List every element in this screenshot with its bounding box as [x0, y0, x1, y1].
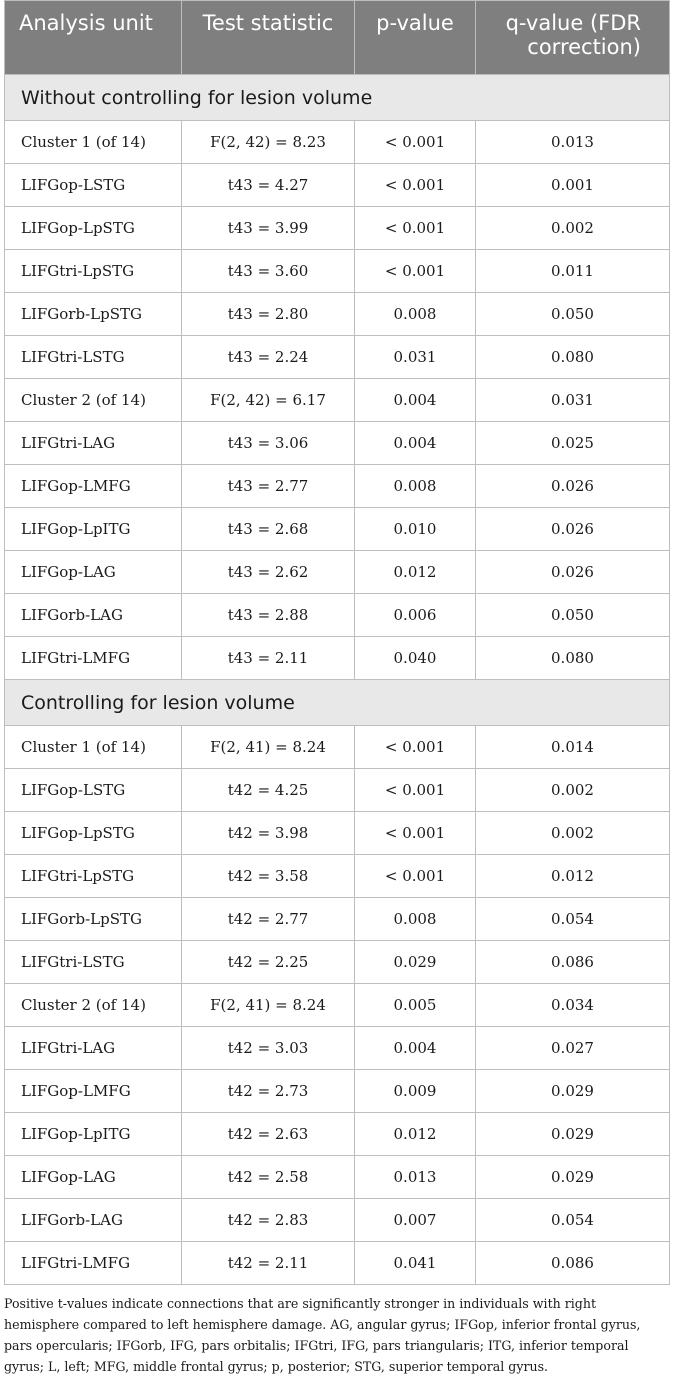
cell-q-value: 0.002 — [476, 812, 670, 855]
cell-analysis-unit: LIFGtri-LAG — [5, 1027, 182, 1070]
table-row — [5, 250, 670, 293]
cell-q-value: 0.011 — [476, 250, 670, 293]
cell-test-statistic: t42 = 3.03 — [182, 1027, 355, 1070]
cell-q-value: 0.026 — [476, 465, 670, 508]
cell-analysis-unit: Cluster 1 (of 14) — [5, 121, 182, 164]
section-row — [5, 75, 670, 121]
cell-analysis-unit: LIFGtri-LpSTG — [5, 250, 182, 293]
table-row — [5, 207, 670, 250]
cell-test-statistic: t42 = 3.98 — [182, 812, 355, 855]
table-row — [5, 1113, 670, 1156]
cell-test-statistic: t43 = 2.24 — [182, 336, 355, 379]
results-table — [4, 0, 670, 1285]
table-row — [5, 1070, 670, 1113]
table-row — [5, 121, 670, 164]
cell-p-value: 0.004 — [355, 1027, 476, 1070]
cell-q-value: 0.029 — [476, 1070, 670, 1113]
cell-test-statistic: t42 = 2.83 — [182, 1199, 355, 1242]
cell-test-statistic: t42 = 3.58 — [182, 855, 355, 898]
table-row — [5, 422, 670, 465]
table-row — [5, 726, 670, 769]
section-row — [5, 680, 670, 726]
cell-q-value: 0.080 — [476, 637, 670, 680]
cell-test-statistic: t42 = 2.58 — [182, 1156, 355, 1199]
cell-analysis-unit: LIFGorb-LpSTG — [5, 293, 182, 336]
cell-q-value: 0.002 — [476, 769, 670, 812]
cell-p-value: < 0.001 — [355, 726, 476, 769]
cell-p-value: < 0.001 — [355, 250, 476, 293]
cell-p-value: 0.006 — [355, 594, 476, 637]
cell-p-value: 0.005 — [355, 984, 476, 1027]
cell-test-statistic: t43 = 2.11 — [182, 637, 355, 680]
cell-analysis-unit: LIFGtri-LMFG — [5, 1242, 182, 1285]
table-row — [5, 1027, 670, 1070]
table-row — [5, 164, 670, 207]
cell-q-value: 0.054 — [476, 898, 670, 941]
cell-p-value: 0.040 — [355, 637, 476, 680]
cell-p-value: 0.031 — [355, 336, 476, 379]
cell-p-value: 0.029 — [355, 941, 476, 984]
cell-test-statistic: t42 = 4.25 — [182, 769, 355, 812]
cell-q-value: 0.050 — [476, 293, 670, 336]
header-analysis-unit: Analysis unit — [5, 1, 182, 75]
cell-q-value: 0.034 — [476, 984, 670, 1027]
cell-p-value: < 0.001 — [355, 121, 476, 164]
cell-q-value: 0.086 — [476, 941, 670, 984]
table-body — [5, 75, 670, 1285]
cell-analysis-unit: LIFGop-LMFG — [5, 465, 182, 508]
cell-p-value: 0.041 — [355, 1242, 476, 1285]
table-row — [5, 465, 670, 508]
cell-test-statistic: t42 = 2.11 — [182, 1242, 355, 1285]
cell-p-value: 0.008 — [355, 465, 476, 508]
cell-q-value: 0.012 — [476, 855, 670, 898]
cell-q-value: 0.026 — [476, 508, 670, 551]
cell-p-value: < 0.001 — [355, 207, 476, 250]
cell-analysis-unit: LIFGop-LpSTG — [5, 812, 182, 855]
cell-test-statistic: t42 = 2.77 — [182, 898, 355, 941]
cell-p-value: 0.013 — [355, 1156, 476, 1199]
cell-q-value: 0.029 — [476, 1113, 670, 1156]
cell-analysis-unit: LIFGtri-LAG — [5, 422, 182, 465]
cell-analysis-unit: LIFGtri-LSTG — [5, 941, 182, 984]
cell-test-statistic: t42 = 2.63 — [182, 1113, 355, 1156]
cell-p-value: 0.008 — [355, 293, 476, 336]
table-row — [5, 379, 670, 422]
cell-analysis-unit: LIFGorb-LpSTG — [5, 898, 182, 941]
cell-analysis-unit: Cluster 1 (of 14) — [5, 726, 182, 769]
header-test-statistic: Test statistic — [182, 1, 355, 75]
cell-p-value: < 0.001 — [355, 164, 476, 207]
cell-analysis-unit: LIFGtri-LMFG — [5, 637, 182, 680]
section-title: Without controlling for lesion volume — [5, 75, 670, 121]
cell-p-value: 0.009 — [355, 1070, 476, 1113]
cell-analysis-unit: LIFGop-LAG — [5, 1156, 182, 1199]
cell-test-statistic: t42 = 2.73 — [182, 1070, 355, 1113]
cell-q-value: 0.029 — [476, 1156, 670, 1199]
cell-test-statistic: F(2, 41) = 8.24 — [182, 984, 355, 1027]
cell-p-value: < 0.001 — [355, 769, 476, 812]
cell-analysis-unit: LIFGop-LpSTG — [5, 207, 182, 250]
cell-p-value: 0.012 — [355, 551, 476, 594]
table-row — [5, 594, 670, 637]
cell-test-statistic: F(2, 42) = 8.23 — [182, 121, 355, 164]
table-row — [5, 637, 670, 680]
cell-analysis-unit: LIFGop-LAG — [5, 551, 182, 594]
table-row — [5, 336, 670, 379]
cell-p-value: < 0.001 — [355, 812, 476, 855]
table-row — [5, 551, 670, 594]
cell-q-value: 0.031 — [476, 379, 670, 422]
cell-q-value: 0.002 — [476, 207, 670, 250]
cell-test-statistic: t43 = 3.60 — [182, 250, 355, 293]
cell-q-value: 0.013 — [476, 121, 670, 164]
cell-p-value: 0.010 — [355, 508, 476, 551]
cell-test-statistic: t43 = 3.99 — [182, 207, 355, 250]
cell-p-value: 0.008 — [355, 898, 476, 941]
cell-test-statistic: t43 = 2.62 — [182, 551, 355, 594]
cell-analysis-unit: LIFGop-LpITG — [5, 1113, 182, 1156]
table-footnote — [4, 1293, 669, 1377]
table-row — [5, 1242, 670, 1285]
header-p-value: p-value — [355, 1, 476, 75]
table-header — [5, 1, 670, 75]
cell-analysis-unit: Cluster 2 (of 14) — [5, 379, 182, 422]
cell-analysis-unit: LIFGorb-LAG — [5, 1199, 182, 1242]
cell-q-value: 0.054 — [476, 1199, 670, 1242]
cell-analysis-unit: Cluster 2 (of 14) — [5, 984, 182, 1027]
cell-p-value: 0.004 — [355, 422, 476, 465]
table-row — [5, 812, 670, 855]
cell-q-value: 0.086 — [476, 1242, 670, 1285]
cell-analysis-unit: LIFGorb-LAG — [5, 594, 182, 637]
cell-test-statistic: t43 = 2.80 — [182, 293, 355, 336]
cell-analysis-unit: LIFGop-LMFG — [5, 1070, 182, 1113]
cell-test-statistic: F(2, 41) = 8.24 — [182, 726, 355, 769]
cell-q-value: 0.025 — [476, 422, 670, 465]
table-row — [5, 1199, 670, 1242]
header-q-value: q-value (FDR correction) — [476, 1, 670, 75]
cell-q-value: 0.080 — [476, 336, 670, 379]
footnote-text: Positive t-values indicate connections that are significantly stronger in individuals with right hemisphere compared to left hemisphere damage. AG, angular gyrus; IFGop, inferior frontal gyrus, pars opercularis; IFGorb, IFG, pars orbitalis; IFGtri, IFG, pars triangularis; ITG, inferior temporal gyrus; L, left; MFG, middle frontal gyrus; p, posterior; STG, superior temporal gyrus. — [4, 1296, 641, 1374]
cell-test-statistic: t43 = 2.88 — [182, 594, 355, 637]
cell-test-statistic: t43 = 2.77 — [182, 465, 355, 508]
table-row — [5, 984, 670, 1027]
table-row — [5, 293, 670, 336]
cell-p-value: 0.004 — [355, 379, 476, 422]
section-title: Controlling for lesion volume — [5, 680, 670, 726]
cell-analysis-unit: LIFGop-LpITG — [5, 508, 182, 551]
table-row — [5, 941, 670, 984]
cell-test-statistic: t43 = 3.06 — [182, 422, 355, 465]
cell-analysis-unit: LIFGop-LSTG — [5, 164, 182, 207]
table-row — [5, 508, 670, 551]
cell-test-statistic: F(2, 42) = 6.17 — [182, 379, 355, 422]
cell-test-statistic: t43 = 4.27 — [182, 164, 355, 207]
table-row — [5, 855, 670, 898]
cell-analysis-unit: LIFGtri-LpSTG — [5, 855, 182, 898]
cell-test-statistic: t43 = 2.68 — [182, 508, 355, 551]
cell-q-value: 0.001 — [476, 164, 670, 207]
cell-q-value: 0.014 — [476, 726, 670, 769]
table-row — [5, 1156, 670, 1199]
cell-test-statistic: t42 = 2.25 — [182, 941, 355, 984]
table-row — [5, 769, 670, 812]
cell-analysis-unit: LIFGtri-LSTG — [5, 336, 182, 379]
table-row — [5, 898, 670, 941]
cell-p-value: < 0.001 — [355, 855, 476, 898]
cell-q-value: 0.050 — [476, 594, 670, 637]
cell-q-value: 0.026 — [476, 551, 670, 594]
cell-p-value: 0.007 — [355, 1199, 476, 1242]
cell-p-value: 0.012 — [355, 1113, 476, 1156]
cell-analysis-unit: LIFGop-LSTG — [5, 769, 182, 812]
cell-q-value: 0.027 — [476, 1027, 670, 1070]
